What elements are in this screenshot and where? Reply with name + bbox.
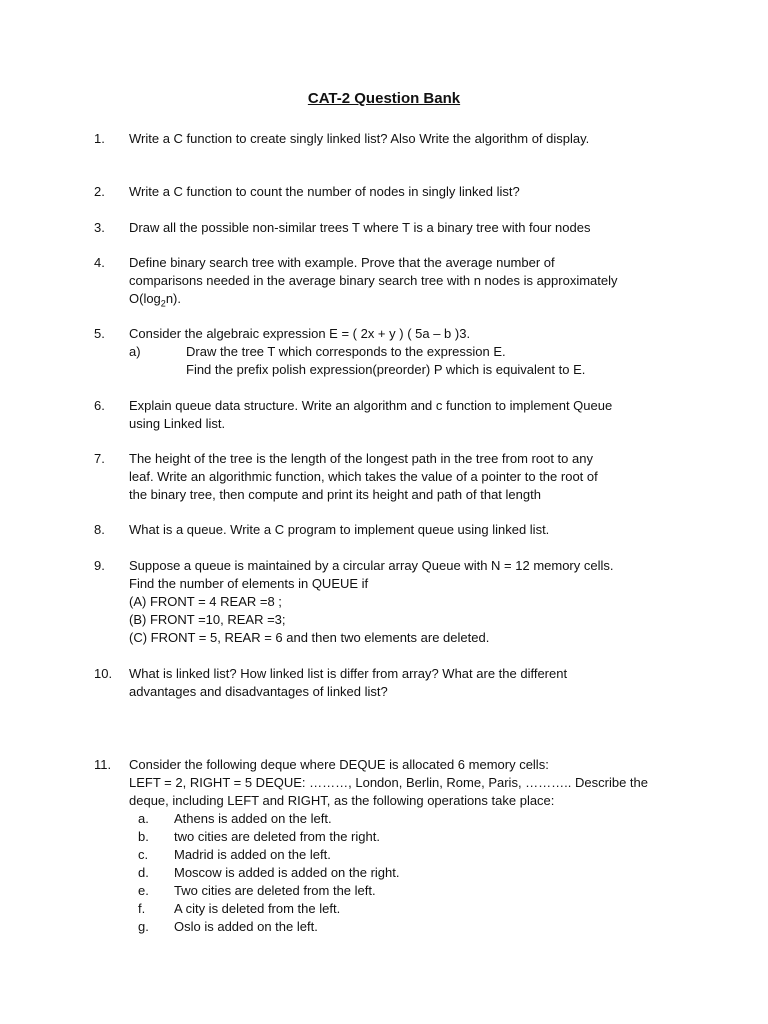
question-line: Consider the algebraic expression E = ( 2x + y ) ( 5a – b )3. bbox=[129, 326, 471, 341]
question-text bbox=[129, 325, 679, 379]
question-number: 7. bbox=[94, 451, 105, 466]
question-line: (B) FRONT =10, REAR =3; bbox=[129, 612, 286, 627]
question-line: deque, including LEFT and RIGHT, as the following operations take place: bbox=[129, 793, 555, 808]
question-line: Consider the following deque where DEQUE is allocated 6 memory cells: bbox=[129, 757, 549, 772]
question-text bbox=[129, 397, 679, 433]
list-item bbox=[129, 828, 679, 846]
question-number: 9. bbox=[94, 558, 105, 573]
question-text bbox=[129, 183, 679, 201]
list-item bbox=[129, 882, 679, 900]
question-text bbox=[129, 665, 679, 701]
list-item-label: a. bbox=[138, 811, 149, 826]
question-line: What is linked list? How linked list is differ from array? What are the different bbox=[129, 666, 568, 681]
sub-item bbox=[129, 343, 679, 361]
question-line: The height of the tree is the length of the longest path in the tree from root to any bbox=[129, 451, 593, 466]
list-item-text: Moscow is added is added on the right. bbox=[174, 865, 400, 880]
question-number: 10. bbox=[94, 666, 113, 681]
question-number: 1. bbox=[94, 131, 105, 146]
list-item bbox=[129, 900, 679, 918]
question-number: 11. bbox=[94, 757, 112, 772]
question-line: What is a queue. Write a C program to implement queue using linked list. bbox=[129, 522, 550, 537]
list-item bbox=[129, 918, 679, 936]
question-line: Draw all the possible non-similar trees T where T is a binary tree with four nodes bbox=[129, 220, 591, 235]
question-text bbox=[129, 130, 679, 148]
question-line: Write a C function to create singly linked list? Also Write the algorithm of display. bbox=[129, 131, 590, 146]
list-item-label: c. bbox=[138, 847, 149, 862]
question-line: (A) FRONT = 4 REAR =8 ; bbox=[129, 594, 282, 609]
list-item-label: e. bbox=[138, 883, 149, 898]
question-text bbox=[129, 254, 679, 308]
sub-item-label: a) bbox=[129, 344, 141, 359]
question-line: Suppose a queue is maintained by a circular array Queue with N = 12 memory cells. bbox=[129, 558, 614, 573]
list-item-text: Oslo is added on the left. bbox=[174, 919, 318, 934]
question-text bbox=[129, 521, 679, 539]
list-item-label: f. bbox=[138, 901, 146, 916]
question-line: using Linked list. bbox=[129, 416, 226, 431]
sub-item-text: Draw the tree T which corresponds to the expression E. bbox=[186, 344, 506, 359]
list-item-text: A city is deleted from the left. bbox=[174, 901, 341, 916]
list-item-label: d. bbox=[138, 865, 149, 880]
sub-item bbox=[129, 361, 679, 379]
question-number: 6. bbox=[94, 398, 105, 413]
document-title: CAT-2 Question Bank bbox=[307, 90, 461, 107]
question-line: Explain queue data structure. Write an algorithm and c function to implement Queue bbox=[129, 398, 613, 413]
question-text bbox=[129, 557, 679, 647]
list-item bbox=[129, 810, 679, 828]
list-item bbox=[129, 846, 679, 864]
question-line: Define binary search tree with example. Prove that the average number of bbox=[129, 255, 555, 270]
question-line: LEFT = 2, RIGHT = 5 DEQUE: ………, London, Berlin, Rome, Paris, ……….. Describe the bbox=[129, 775, 648, 790]
list-item-text: Two cities are deleted from the left. bbox=[174, 883, 376, 898]
question-line: Find the number of elements in QUEUE if bbox=[129, 576, 369, 591]
list-item-text: two cities are deleted from the right. bbox=[174, 829, 380, 844]
question-line: advantages and disadvantages of linked list? bbox=[129, 684, 388, 699]
question-number: 5. bbox=[94, 326, 105, 341]
question-line: (C) FRONT = 5, REAR = 6 and then two elements are deleted. bbox=[129, 630, 490, 645]
list-item-label: b. bbox=[138, 829, 149, 844]
question-text bbox=[129, 219, 679, 237]
question-line: comparisons needed in the average binary search tree with n nodes is approximately bbox=[129, 273, 618, 288]
question-line: $O(\log_2n)$. bbox=[129, 291, 181, 309]
question-text bbox=[129, 450, 679, 504]
sub-item-text: Find the prefix polish expression(preorder) P which is equivalent to E. bbox=[186, 362, 586, 377]
question-line: leaf. Write an algorithmic function, which takes the value of a pointer to the root of bbox=[129, 469, 598, 484]
list-item-text: Madrid is added on the left. bbox=[174, 847, 331, 862]
question-number: 8. bbox=[94, 522, 105, 537]
list-item-label: g. bbox=[138, 919, 149, 934]
question-number: 3. bbox=[94, 220, 105, 235]
question-number: 4. bbox=[94, 255, 105, 270]
subscript: 2 bbox=[160, 298, 166, 309]
question-line: Write a C function to count the number of nodes in singly linked list? bbox=[129, 184, 520, 199]
question-number: 2. bbox=[94, 184, 105, 199]
question-text bbox=[129, 756, 679, 936]
list-item bbox=[129, 864, 679, 882]
question-line: the binary tree, then compute and print its height and path of that length bbox=[129, 487, 541, 502]
list-item-text: Athens is added on the left. bbox=[174, 811, 332, 826]
